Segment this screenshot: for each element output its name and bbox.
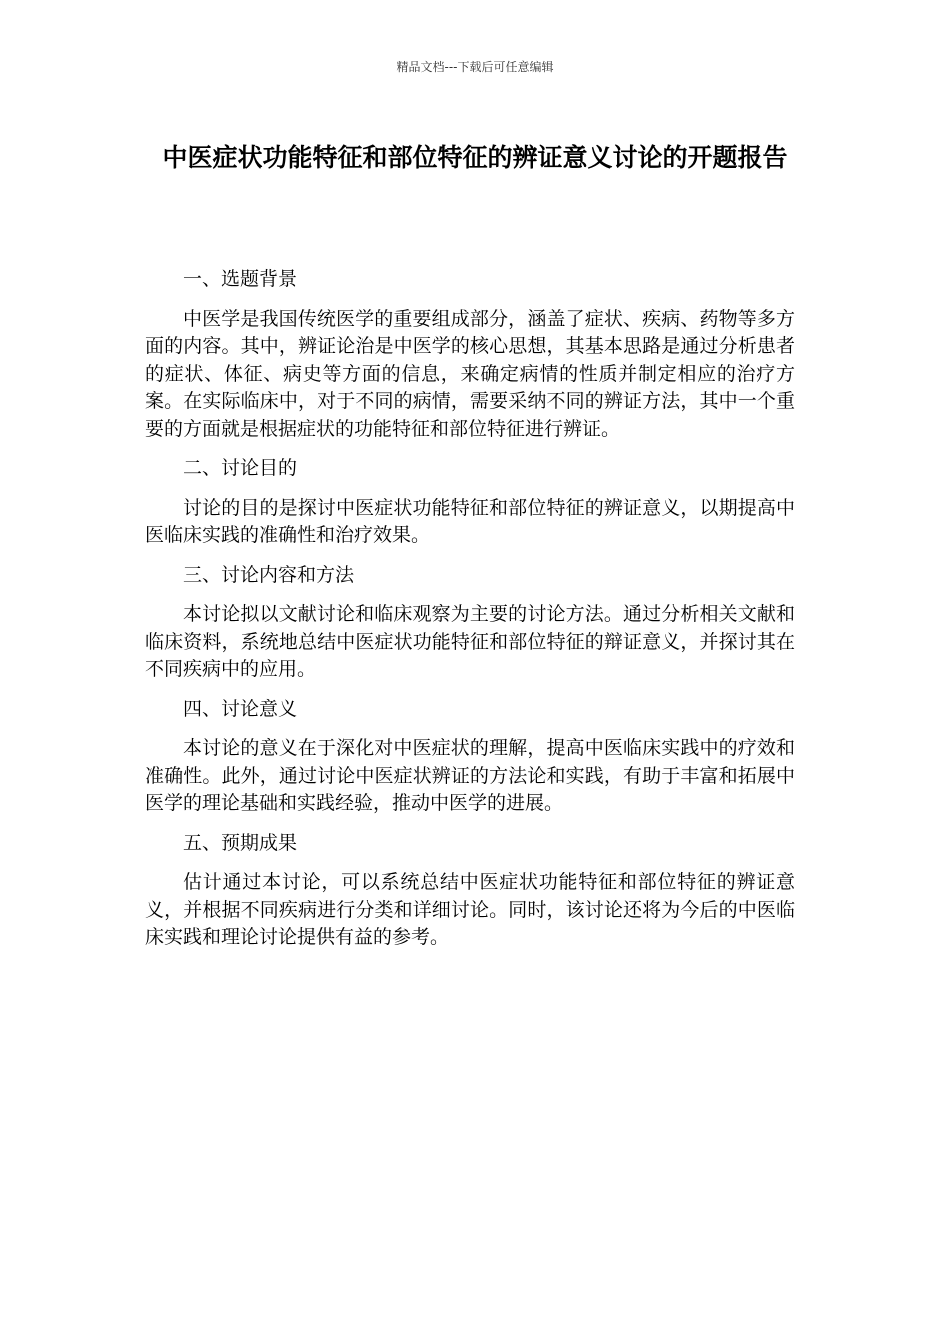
section-heading-expected-results: 五、预期成果 xyxy=(183,831,298,854)
section-paragraph-content-methods: 本讨论拟以文献讨论和临床观察为主要的讨论方法。通过分析相关文献和临床资料，系统地总结中医症状功能特征和部位特征的辩证意义，并探讨其在不同疾病中的应用。 xyxy=(145,603,795,680)
section-paragraph-expected-results: 估计通过本讨论，可以系统总结中医症状功能特征和部位特征的辨证意义，并根据不同疾病进行分类和详细讨论。同时，该讨论还将为今后的中医临床实践和理论讨论提供有益的参考。 xyxy=(145,871,795,948)
section-heading-content-methods: 三、讨论内容和方法 xyxy=(183,563,355,586)
section-heading-significance: 四、讨论意义 xyxy=(183,697,298,720)
page-header: 精品文档---下载后可任意编辑 xyxy=(396,60,554,74)
document-title: 中医症状功能特征和部位特征的辨证意义讨论的开题报告 xyxy=(162,143,788,172)
section-paragraph-significance: 本讨论的意义在于深化对中医症状的理解，提高中医临床实践中的疗效和准确性。此外，通过讨论中医症状辨证的方法论和实践，有助于丰富和拓展中医学的理论基础和实践经验，推动中医学的进展。 xyxy=(145,737,795,814)
section-heading-purpose: 二、讨论目的 xyxy=(183,457,298,479)
section-heading-background: 一、选题背景 xyxy=(183,268,298,290)
section-paragraph-purpose: 讨论的目的是探讨中医症状功能特征和部位特征的辨证意义，以期提高中医临床实践的准确性和治疗效果。 xyxy=(145,496,795,546)
document-body xyxy=(145,266,795,964)
section-paragraph-background: 中医学是我国传统医学的重要组成部分，涵盖了症状、疾病、药物等多方面的内容。其中，辨证论治是中医学的核心思想，其基本思路是通过分析患者的症状、体征、病史等方面的信息，来确定病情的性质并制定相应的治疗方案。在实际临床中，对于不同的病情，需要采纳不同的辨证方法，其中一个重要的方面就是根据症状的功能特征和部位特征进行辨证。 xyxy=(145,307,795,440)
